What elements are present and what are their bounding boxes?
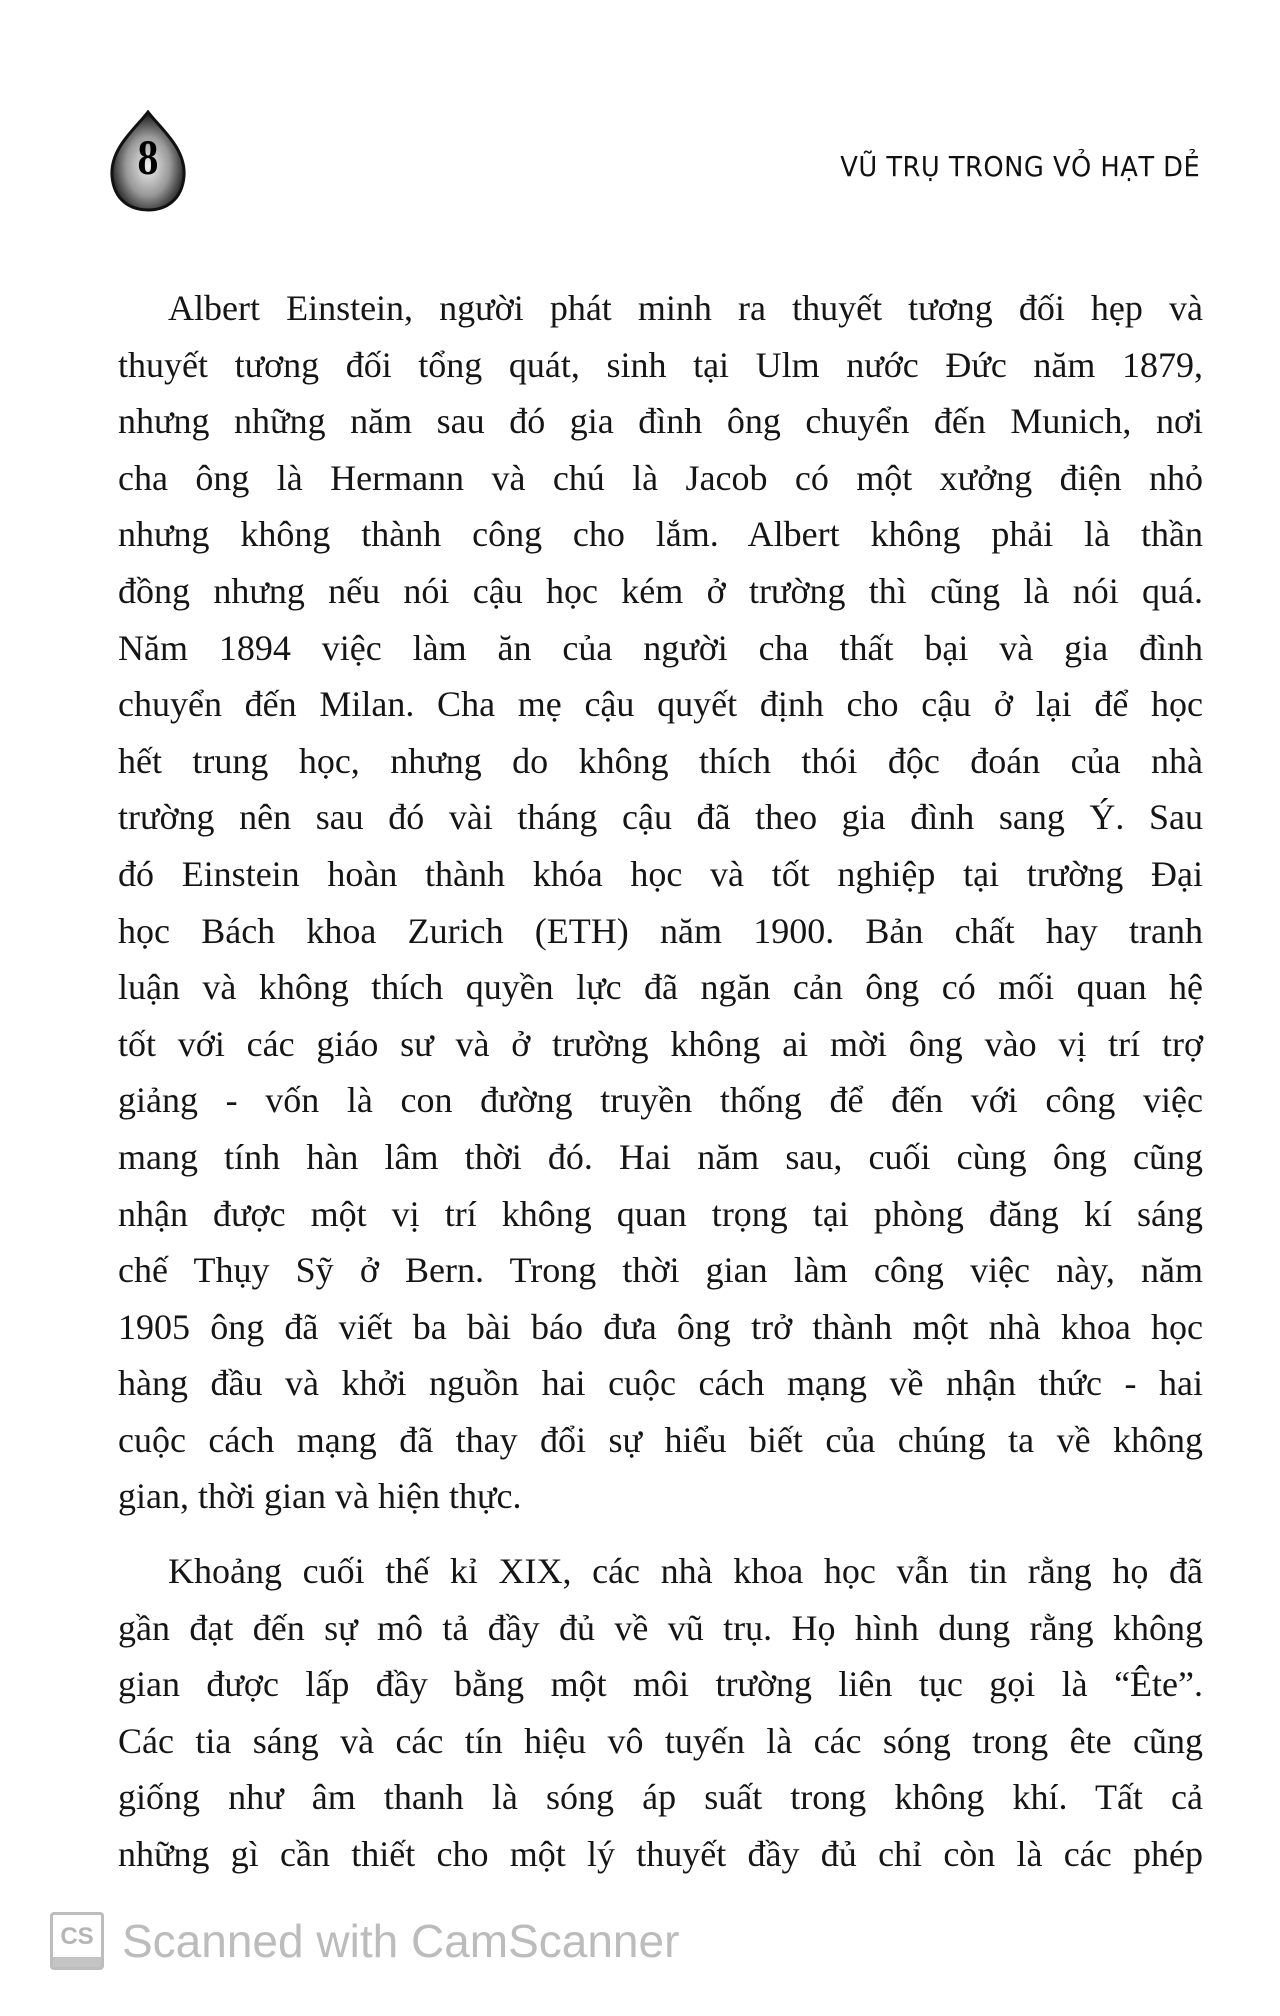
text-line: Các tia sáng và các tín hiệu vô tuyến là các sóng trong ête cũng [118,1720,1203,1761]
text-line: học Bách khoa Zurich (ETH) năm 1900. Bản chất hay tranh [118,910,1203,951]
text-line: trường nên sau đó vài tháng cậu đã theo gia đình sang Ý. Sau [118,797,1203,838]
text-line: gian, thời gian và hiện thực. [118,1476,522,1517]
page-number: 8 [137,134,159,185]
text-line: nhận được một vị trí không quan trọng tại phòng đăng kí sáng [118,1193,1203,1234]
text-line: Năm 1894 việc làm ăn của người cha thất bại và gia đình [118,627,1203,668]
text-line: chế Thụy Sỹ ở Bern. Trong thời gian làm công việc này, năm [118,1250,1203,1291]
text-line: hàng đầu và khởi nguồn hai cuộc cách mạng về nhận thức - hai [118,1363,1203,1404]
watermark-text: Scanned with CamScanner [122,1915,680,1967]
text-line: chuyển đến Milan. Cha mẹ cậu quyết định cho cậu ở lại để học [118,684,1203,725]
text-line: gian được lấp đầy bằng một môi trường liên tục gọi là “Ête”. [118,1664,1203,1705]
camscanner-logo-icon: CS [50,1912,104,1970]
text-line: những gì cần thiết cho một lý thuyết đầy đủ chỉ còn là các phép [118,1834,1203,1875]
paragraph [118,1543,1203,1883]
text-line: gần đạt đến sự mô tả đầy đủ về vũ trụ. Họ hình dung rằng không [118,1607,1203,1648]
text-line: giống như âm thanh là sóng áp suất trong không khí. Tất cả [118,1777,1203,1818]
text-line: cha ông là Hermann và chú là Jacob có một xưởng điện nhỏ [118,457,1203,498]
text-line: Khoảng cuối thế kỉ XIX, các nhà khoa học vẫn tin rằng họ đã [168,1551,1203,1592]
text-line: nhưng không thành công cho lắm. Albert không phải là thần [118,514,1203,555]
body-text [118,280,1203,1901]
text-line: cuộc cách mạng đã thay đổi sự hiểu biết của chúng ta về không [118,1419,1203,1460]
text-line: 1905 ông đã viết ba bài báo đưa ông trở thành một nhà khoa học [118,1306,1203,1347]
text-line: đồng nhưng nếu nói cậu học kém ở trường thì cũng là nói quá. [118,570,1203,611]
text-line: luận và không thích quyền lực đã ngăn cản ông có mối quan hệ [118,967,1203,1008]
text-line: mang tính hàn lâm thời đó. Hai năm sau, cuối cùng ông cũng [118,1136,1203,1177]
text-line: thuyết tương đối tổng quát, sinh tại Ulm nước Đức năm 1879, [118,344,1203,385]
paragraph [118,280,1203,1525]
camscanner-watermark [50,1912,679,1970]
text-line: hết trung học, nhưng do không thích thói độc đoán của nhà [118,740,1203,781]
text-line: Albert Einstein, người phát minh ra thuyết tương đối hẹp và [168,288,1203,328]
text-line: nhưng những năm sau đó gia đình ông chuyển đến Munich, nơi [118,401,1203,442]
running-title: VŨ TRỤ TRONG VỎ HẠT DẺ [840,150,1200,183]
text-line: giảng - vốn là con đường truyền thống để đến với công việc [118,1080,1203,1121]
page-number-badge [108,110,188,212]
text-line: tốt với các giáo sư và ở trường không ai mời ông vào vị trí trợ [118,1023,1203,1064]
text-line: đó Einstein hoàn thành khóa học và tốt nghiệp tại trường Đại [118,853,1203,894]
